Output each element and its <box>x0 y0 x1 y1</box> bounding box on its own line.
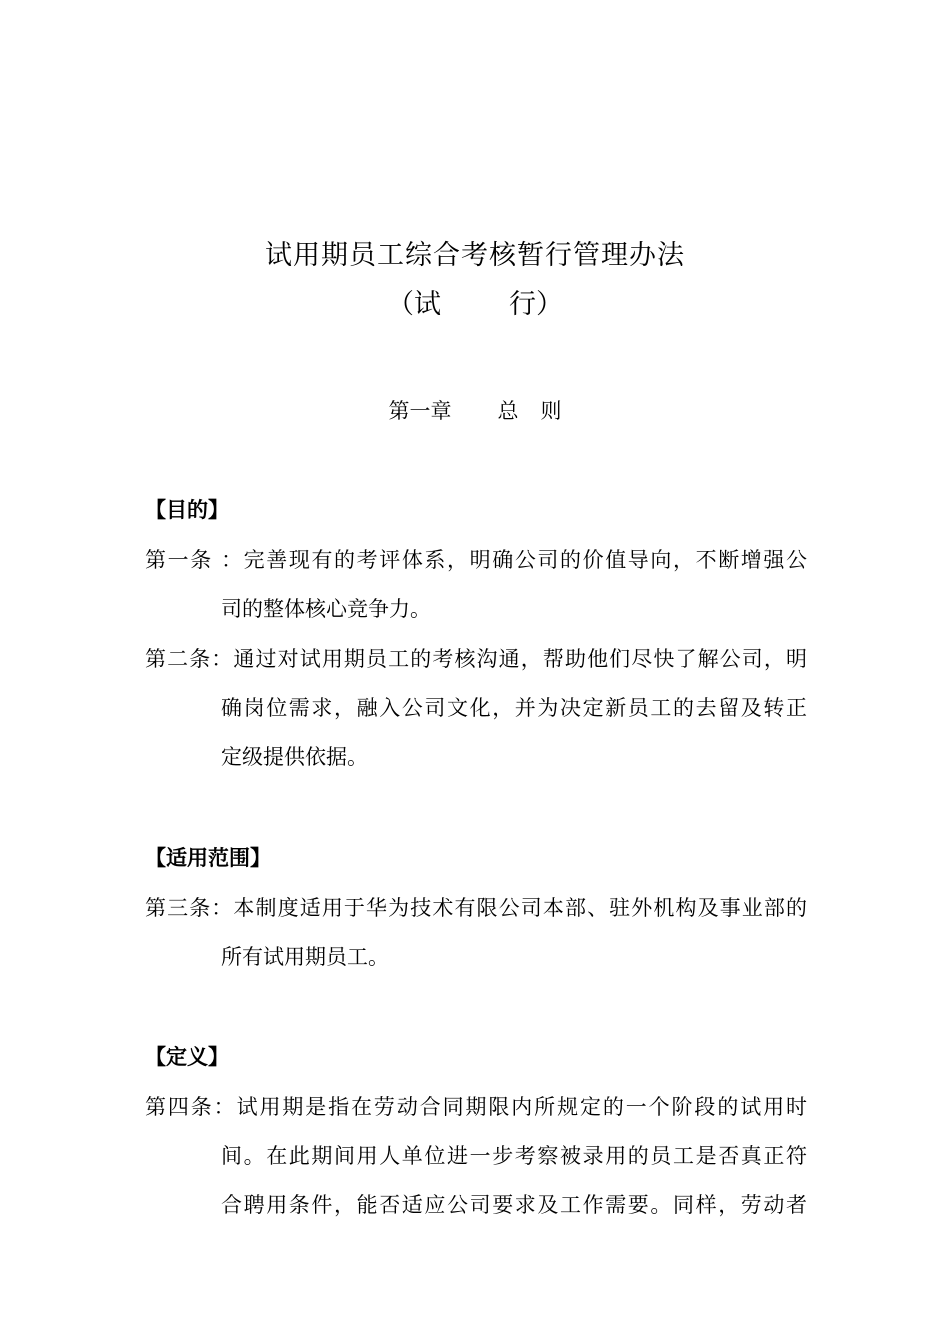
subtitle-close: 行） <box>509 289 563 320</box>
section-heading-scope: 【适用范围】 <box>145 846 271 870</box>
article-4-line-1: 第四条：试用期是指在劳动合同期限内所规定的一个阶段的试用时 <box>145 1095 807 1119</box>
article-2-line-3: 定级提供依据。 <box>221 745 368 769</box>
article-2 <box>145 644 807 791</box>
section-heading-purpose: 【目的】 <box>145 498 229 522</box>
article-1 <box>145 545 807 643</box>
article-1-line-2: 司的整体核心竞争力。 <box>221 597 431 621</box>
article-3 <box>145 893 807 991</box>
chapter-name-2: 则 <box>540 399 562 423</box>
subtitle-open: （试 <box>387 289 441 320</box>
chapter-name-1: 总 <box>497 399 519 423</box>
article-4-line-2: 间。在此期间用人单位进一步考察被录用的员工是否真正符 <box>221 1144 807 1168</box>
article-4-line-3: 合聘用条件，能否适应公司要求及工作需要。同样，劳动者 <box>221 1193 807 1217</box>
document-subtitle <box>0 285 950 325</box>
chapter-number: 第一章 <box>388 399 452 423</box>
document-title: 试用期员工综合考核暂行管理办法 <box>265 240 685 271</box>
article-1-line-1: 第一条 ：完善现有的考评体系，明确公司的价值导向，不断增强公 <box>145 548 807 572</box>
article-3-line-2: 所有试用期员工。 <box>221 945 389 969</box>
section-heading-definition: 【定义】 <box>145 1045 229 1069</box>
article-2-line-2: 确岗位需求，融入公司文化，并为决定新员工的去留及转正 <box>221 696 807 720</box>
article-3-line-1: 第三条：本制度适用于华为技术有限公司本部、驻外机构及事业部的 <box>145 896 807 920</box>
chapter-heading <box>0 396 950 426</box>
article-2-line-1: 第二条：通过对试用期员工的考核沟通，帮助他们尽快了解公司，明 <box>145 647 807 671</box>
article-4 <box>145 1092 807 1239</box>
